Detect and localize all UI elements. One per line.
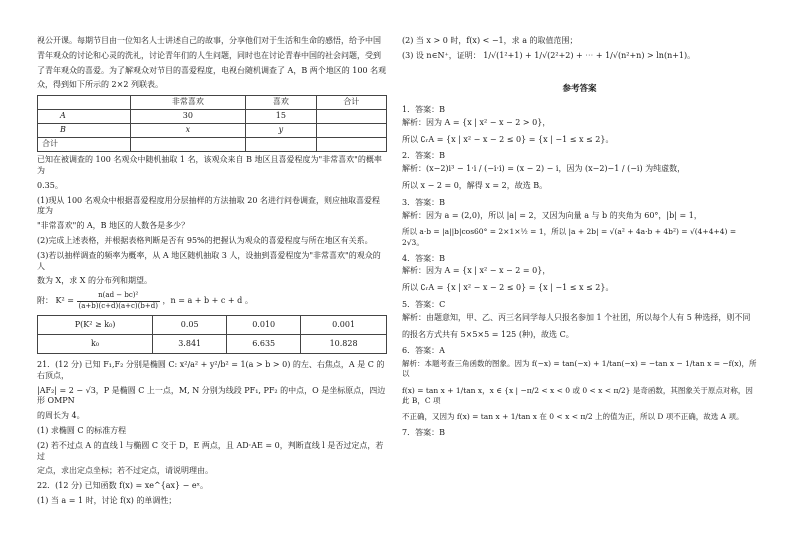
problem-21-part-1: (1) 求椭圆 C 的标准方程 [37, 426, 127, 436]
explanation-3-cont: 所以 a·b = |a||b|cos60° = 2×1×½ = 1，所以 |a + 2b| = √(a² + 4a·b + 4b²) = √(4+4+4) = 2√3。 [402, 227, 737, 247]
table-cell: A [38, 110, 131, 124]
table-cell: 0.010 [227, 316, 301, 335]
table-cell [316, 110, 386, 124]
k2-numerator: n(ad − bc)² [77, 291, 160, 301]
table-cell: 6.635 [227, 335, 301, 354]
term-2: 1/√(2²+2) [534, 50, 574, 60]
explanation-2-cont: 所以 x − 2 = 0，解得 x = 2，故选 B。 [402, 181, 548, 191]
intro-line: 了青年观众的喜爱。为了解观众对节目的喜爱程度，电视台随机调查了 A，B 两个地区的 100 名观 [37, 65, 387, 75]
table-row [38, 335, 387, 354]
answer-5: 5．答案：C [402, 300, 446, 310]
table-cell: 10.828 [301, 335, 387, 354]
explanation-3: 解析：因为 a = (2,0)，所以 |a| = 2，又因为向量 a 与 b 的夹角为 60°，|b| = 1， [402, 210, 702, 220]
table-row [38, 138, 387, 152]
table-header-cell: 喜欢 [246, 96, 316, 110]
answer-1: 1．答案：B [402, 105, 445, 115]
table-cell: y [246, 124, 316, 138]
problem-22-part-1: (1) 当 a = 1 时，讨论 f(x) 的单调性； [37, 496, 177, 505]
explanation-1: 解析：因为 A = {x | x² − x − 2 > 0}， [402, 117, 551, 127]
part-3-tail: > ln(n+1)。 [646, 50, 696, 60]
explanation-5-cont: 的报名方式共有 5×5×5 = 125 (种)，故选 C。 [402, 329, 574, 339]
table-cell: x [130, 124, 245, 138]
table-cell [316, 124, 386, 138]
question-1-cont: "非常喜欢"的 A，B 地区的人数各是多少？ [37, 221, 190, 231]
contingency-table [37, 95, 387, 152]
k2-fraction [77, 291, 160, 311]
critical-value-table [37, 315, 387, 354]
table-header-cell [38, 96, 131, 110]
k2-lhs: K² = [55, 296, 74, 306]
right-column [402, 36, 757, 441]
intro-line: 青年观众的讨论和心灵的洗礼，讨论青年们的人生问题，同时也在讨论青春中国的社会问题，受到 [37, 50, 381, 60]
table-cell: 0.001 [301, 316, 387, 335]
table-row [38, 124, 387, 138]
problem-text: 0.35。 [37, 180, 63, 190]
question-3: (3)若以抽样调查的频率为概率，从 A 地区随机抽取 3 人，设抽到喜爱程度为"非常喜欢"的观众的人 [37, 250, 381, 271]
problem-21-part-2: (2) 若不过点 A 的直线 l 与椭圆 C 交于 D，E 两点，且 AD·AE = 0，判断直线 l 是否过定点，若过 [37, 440, 384, 461]
table-header-row [38, 96, 387, 110]
explanation-6: 解析：本题考查三角函数的图象。因为 f(−x) = tan(−x) + 1/tan(−x) = −tan x − 1/tan x = −f(x)，所以 [402, 359, 757, 379]
table-cell: B [38, 124, 131, 138]
intro-line: 视公开课。每期节目由一位知名人士讲述自己的故事，分享他们对于生活和生命的感悟，给予中国 [37, 36, 381, 45]
part-3-prefix: (3) 设 n∈N⁺，证明： [402, 50, 481, 60]
table-header-cell: 合计 [316, 96, 386, 110]
table-cell: P(K² ≥ k₀) [38, 316, 153, 335]
table-cell: 合计 [38, 138, 131, 152]
problem-21-cont: 的周长为 4。 [37, 411, 85, 421]
table-cell: 0.05 [153, 316, 227, 335]
table-cell [130, 138, 245, 152]
problem-22-part-2: (2) 当 x > 0 时，f(x) < −1，求 a 的取值范围； [402, 36, 578, 45]
intro-line: 众，得到如下所示的 2×2 列联表。 [37, 80, 163, 90]
answers-title: 参考答案 [562, 83, 597, 94]
table-cell: k₀ [38, 335, 153, 354]
answer-7: 7．答案：B [402, 427, 445, 437]
table-cell: 30 [130, 110, 245, 124]
k2-tail: ，n = a + b + c + d 。 [162, 296, 253, 306]
answer-4: 4．答案：B [402, 253, 445, 263]
problem-22: 22．(12 分) 已知函数 f(x) = xe^{ax} − eˣ。 [37, 481, 209, 491]
problem-21: 21．(12 分) 已知 F₁,F₂ 分别是椭圆 C: x²/a² + y²/b² = 1(a > b > 0) 的左、右焦点，A 是 C 的右顶点， [37, 360, 385, 380]
problem-22-part-3: (3) 设 n∈N⁺，证明： 1/√(1²+1) + 1/√(2²+2) + ⋯ + 1/√(n²+n) > ln(n+1)。 [402, 50, 696, 60]
question-3-cont: 数为 X，求 X 的分布列和期望。 [37, 276, 153, 286]
table-cell [246, 138, 316, 152]
answer-3: 3．答案：B [402, 197, 445, 207]
explanation-2: 解析：(x−2)i³ − 1·i / (−i·i) = (x − 2) − i，因为 (x−2)−1 / (−i) 为纯虚数， [402, 164, 686, 174]
question-1: (1)现从 100 名观众中根据喜爱程度用分层抽样的方法抽取 20 名进行问卷调查，则应抽取喜爱程度为 [37, 195, 380, 216]
left-column [37, 36, 387, 511]
table-cell: 3.841 [153, 335, 227, 354]
table-row [38, 110, 387, 124]
explanation-4-cont: 所以 ∁ᵣA = {x | x² − x − 2 ≤ 0} = {x | −1 ≤ x ≤ 2}。 [402, 283, 614, 293]
k2-formula [37, 291, 387, 311]
appendix-label: 附： [37, 296, 53, 306]
term-n: 1/√(n²+n) [605, 50, 645, 60]
table-cell: 15 [246, 110, 316, 124]
question-2: (2)完成上述表格，并根据表格判断是否有 95%的把握认为观众的喜爱程度与所在地区有关系。 [37, 235, 373, 245]
answer-2: 2．答案：B [402, 151, 445, 161]
table-row [38, 316, 387, 335]
explanation-1-cont: 所以 ∁ᵣA = {x | x² − x − 2 ≤ 0} = {x | −1 ≤ x ≤ 2}。 [402, 134, 614, 144]
ellipsis: + ⋯ + [576, 50, 603, 60]
problem-text: 已知在被调查的 100 名观众中随机抽取 1 名，该观众来自 B 地区且喜爱程度为"非常喜欢"的概率为 [37, 155, 382, 175]
answer-6: 6．答案：A [402, 346, 445, 356]
explanation-6-cont: f(x) = tan x + 1/tan x，x ∈ {x | −π/2 < x < 0 或 0 < x < π/2} 是奇函数，其图象关于原点对称，因此 B，C 项 [402, 385, 753, 405]
k2-denominator: (a+b)(c+d)(a+c)(b+d) [78, 301, 158, 310]
problem-21-part-2-cont: 定点，求出定点坐标；若不过定点，请说明理由。 [37, 466, 213, 476]
problem-21-cont: |AF₂| = 2 − √3，P 是椭圆 C 上一点，M, N 分别为线段 PF₁, PF₂ 的中点，O 是坐标原点，四边形 OMPN [37, 385, 386, 406]
explanation-6-cont: 不正确，又因为 f(x) = tan x + 1/tan x 在 0 < x < π/2 上的值为正，所以 D 项不正确，故选 A 项。 [402, 411, 744, 421]
table-header-cell: 非常喜欢 [130, 96, 245, 110]
explanation-5: 解析：由题意知，甲、乙、丙三名同学每人只报名参加 1 个社团，所以每个人有 5 种选择，则不同 [402, 312, 751, 322]
term-1: 1/√(1²+1) [483, 50, 523, 60]
explanation-4: 解析：因为 A = {x | x² − x − 2 = 0}， [402, 266, 551, 276]
table-cell [316, 138, 386, 152]
